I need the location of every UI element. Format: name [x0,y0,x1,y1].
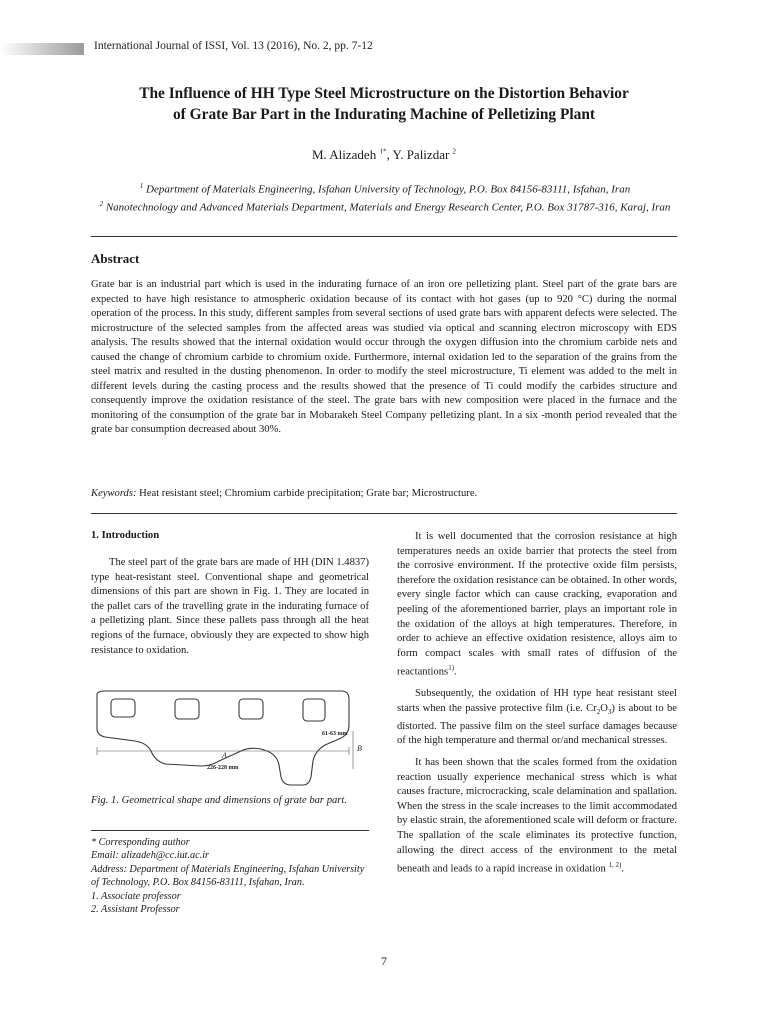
affil-mark: 2 [99,200,104,209]
paragraph [397,530,677,680]
footnote-1: 1. Associate professor [91,890,181,902]
intro-body [91,556,369,658]
citation: 1) [448,664,455,673]
keywords-bottom-rule [91,513,677,514]
dimension-label-b: B [357,744,362,753]
page-number: 7 [381,954,387,968]
author-affil-mark: 2 [452,147,457,156]
header-gradient-bar [0,43,84,55]
paragraph-text: Subsequently, the oxidation of HH type heat resistant steel starts when the passive protective film (i.e. Cr [397,688,677,715]
title-line: The Influence of HH Type Steel Microstructure on the Distortion Behavior [139,85,629,102]
keywords [91,488,677,499]
paragraph-end: . [454,666,457,678]
paragraph-text: ) is about to be distorted. The passive film on the steel surface damages because of the high temperature and thermal or/and mechanical stresses. [397,703,677,747]
affil-mark: 1 [139,182,144,190]
author-name: M. Alizadeh [311,147,377,162]
dimension-value-a: 226-228 mm [207,765,239,771]
author-name: Y. Palizdar [392,147,450,162]
grate-bar-slot [303,699,325,721]
paragraph-text: It is well documented that the corrosion resistance at high temperatures needs an oxide barrier that protects the steel from the corrosive environment. If the protective oxide film persists, therefore the oxidation resistance can be obtained. In other words, every single factor which can cause cracking, evaporation and peeling of the aforementioned barrier, plays an important role in the oxidation of the alloys at high temperatures. Therefore, in order to achieve an effective oxidation resistence, alloys aim to form compact scales with small rates of diffusion of the reactantions [397,531,677,678]
keywords-label: Keywords: [91,488,137,499]
footnotes [91,836,369,916]
grate-bar-figure [91,685,371,787]
right-column [397,530,677,877]
journal-header: International Journal of ISSI, Vol. 13 (2016), No. 2, pp. 7-12 [94,40,373,52]
paragraph-text: O [600,703,608,715]
grate-bar-slot [111,699,135,717]
footnote-email: Email: alizadeh@cc.iut.ac.ir [91,850,210,862]
grate-bar-slot [239,699,263,719]
footnote-address: Address: Department of Materials Engineering, Isfahan University of Technology, P.O. Box 84156-83111, Isfahan, Iran. [91,863,365,889]
footnote-rule [91,830,369,831]
dimension-value-b: 61-63 mm [322,731,348,737]
affiliation-2 [91,197,679,215]
paragraph: The steel part of the grate bars are made of HH (DIN 1.4837) type heat-resistant steel. Conventional shape and geometrical dimensions of this part are shown in Fig. 1. They are located in the pallet cars of the travelling grate in the indurating furnace of a pelletizing plant. Since these pallets pass through all the heat regions of the furnace, obviously they are expected to show high resistance to oxidation. [91,557,369,656]
author-separator: , [386,147,393,162]
paper-title [60,83,708,125]
subscript: 3 [607,708,612,717]
citation: 1, 2) [608,861,622,870]
paragraph-end: . [621,863,625,875]
grate-bar-slot [175,699,199,719]
author-affil-mark: 1* [379,147,387,156]
figure-caption: Fig. 1. Geometrical shape and dimensions of grate bar part. [91,795,347,806]
author-list [0,147,768,163]
footnote-2: 2. Assistant Professor [91,904,180,916]
keywords-text: Heat resistant steel; Chromium carbide precipitation; Grate bar; Microstructure. [136,488,478,499]
abstract-heading: Abstract [91,251,140,266]
paragraph [397,756,677,877]
dimension-label-a: A [222,751,227,760]
paragraph-text: It has been shown that the scales formed from the oxidation reaction usually experience mechanical stress which is what causes fracture, microcracking, scale delamination and spallation. When the stress in the scale increases to the limit accommodated by elastic strain, the aforementioned scale will deform or fracture. The spallation of the scale eliminates its protective function, allowing the direct access of the environment to the metal beneath and leads to a rapid increase in oxidation [397,756,677,875]
abstract-text: Grate bar is an industrial part which is used in the indurating furnace of an iron ore pelletizing plant. Steel part of the grate bars are expected to have high resistance to atmospheric oxidation because of its contact with hot gases (up to 920 °C) during the normal operation of the process. In this study, different samples from several sections of used grate bars with apparent defects were selected. The microstructure of the selected samples from the affected areas was studied via optical and scanning electron microscopy with EDS analysis. The results showed that the internal oxidation would occur through the oxygen diffusion into the chromium carbide nets and caused the change of chromium carbide to chromium oxide. Furthermore, internal oxidation led to the separation of the grains from the steel matrix and resulted in the dusting phenomenon. In order to modify the steel microstructure, Ti element was added to the melt in different levels during the casting process and the results showed that the presence of Ti could modify the carbides structure and consequently improve the oxidation resistance of the steel. The grate bars with new composition were placed in the furnace and the monitoring of the consumption of the grate bar in Mobarakeh Steel Company pelletizing plant. In a six -month period revealed that the grate bar consumption decreased about 30%. [91,279,677,436]
affiliations [91,179,679,215]
section-heading: 1. Introduction [91,530,160,541]
affil-text: Department of Materials Engineering, Isfahan University of Technology, P.O. Box 84156-83111, Isfahan, Iran [143,183,631,196]
title-line: of Grate Bar Part in the Indurating Machine of Pelletizing Plant [172,106,596,123]
subscript: 2 [596,708,601,717]
affiliation-1 [91,179,679,197]
footnote-corresponding: * Corresponding author [91,837,190,848]
abstract-top-rule [91,236,677,237]
paragraph [397,687,677,748]
affil-text: Nanotechnology and Advanced Materials Department, Materials and Energy Research Center, P.O. Box 31787-316, Karaj, Iran [103,201,671,214]
